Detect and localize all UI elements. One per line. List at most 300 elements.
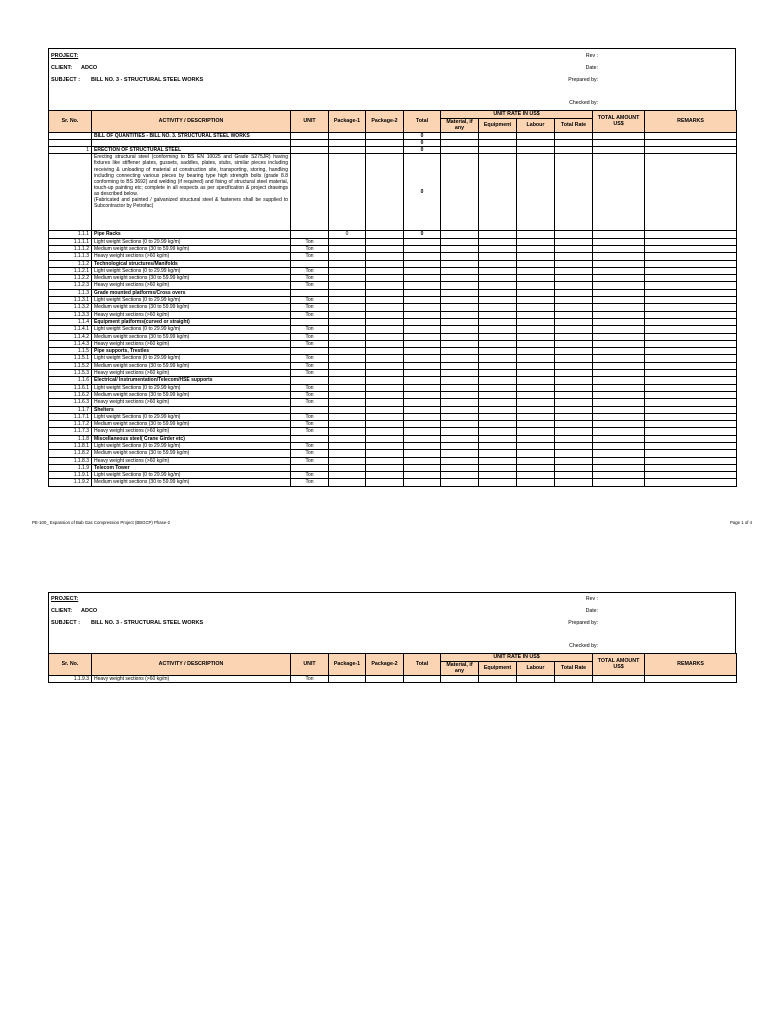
unit-cell: Ton xyxy=(291,297,329,304)
total-rate-cell xyxy=(555,428,593,435)
sr-no-cell: 1.1.1.3 xyxy=(49,253,92,260)
total-rate-cell xyxy=(555,238,593,245)
total-cell xyxy=(404,384,441,391)
col-unit-rate: UNIT RATE IN US$ xyxy=(441,654,593,662)
description-cell: Heavy weight sections (>60 kg/m) xyxy=(92,457,291,464)
package1-cell xyxy=(329,253,366,260)
table-row xyxy=(49,282,737,289)
material-cell xyxy=(441,457,479,464)
total-amount-cell xyxy=(593,472,645,479)
sr-no-cell: 1.1.5.3 xyxy=(49,370,92,377)
project-label: PROJECT: xyxy=(51,53,79,59)
section-title: ERECTION OF STRUCTURAL STEEL xyxy=(92,147,291,154)
total-rate-cell xyxy=(555,311,593,318)
labour-cell xyxy=(517,406,555,413)
sr-no-cell: 1.1.8.1 xyxy=(49,443,92,450)
description-cell: Shelters xyxy=(92,406,291,413)
total-cell xyxy=(404,362,441,369)
total-amount-cell xyxy=(593,348,645,355)
table-row-description-block xyxy=(49,154,737,231)
package2-cell xyxy=(366,238,404,245)
total-rate-cell xyxy=(555,443,593,450)
total-cell xyxy=(404,472,441,479)
package1-cell xyxy=(329,304,366,311)
description-cell: Light weight Sections (0 to 29.99 kg/m) xyxy=(92,384,291,391)
equipment-cell xyxy=(479,377,517,384)
material-cell xyxy=(441,428,479,435)
total-rate-cell xyxy=(555,355,593,362)
material-cell xyxy=(441,267,479,274)
labour-cell xyxy=(517,311,555,318)
total-amount-cell xyxy=(593,406,645,413)
sr-no-cell: 1.1.1 xyxy=(49,231,92,238)
equipment-cell xyxy=(479,413,517,420)
total-cell xyxy=(404,348,441,355)
table-row xyxy=(49,413,737,420)
remarks-cell xyxy=(645,406,737,413)
description-cell: Heavy weight sections (>60 kg/m) xyxy=(92,370,291,377)
package2-cell xyxy=(366,355,404,362)
package2-cell xyxy=(366,464,404,471)
unit-cell: Ton xyxy=(291,355,329,362)
total-cell xyxy=(404,333,441,340)
package2-cell xyxy=(366,435,404,442)
unit-cell: Ton xyxy=(291,384,329,391)
unit-cell: Ton xyxy=(291,675,329,682)
package1-cell xyxy=(329,421,366,428)
total-rate-cell xyxy=(555,370,593,377)
total-amount-cell xyxy=(593,231,645,238)
description-cell: Light weight Sections (0 to 29.99 kg/m) xyxy=(92,413,291,420)
labour-cell xyxy=(517,238,555,245)
total-rate-cell xyxy=(555,457,593,464)
table-row xyxy=(49,457,737,464)
rev-label: Rev : xyxy=(585,53,598,59)
table-row xyxy=(49,399,737,406)
package1-cell xyxy=(329,464,366,471)
unit-cell: Ton xyxy=(291,311,329,318)
col-activity: ACTIVITY / DESCRIPTION xyxy=(92,111,291,133)
total-amount-cell xyxy=(593,275,645,282)
col-total-amount: TOTAL AMOUNT US$ xyxy=(593,111,645,133)
total-cell xyxy=(404,435,441,442)
header-box-page1 xyxy=(48,48,736,116)
total-cell xyxy=(404,377,441,384)
col-total: Total xyxy=(404,654,441,676)
package2-cell xyxy=(366,428,404,435)
col-unit-rate: UNIT RATE IN US$ xyxy=(441,111,593,119)
equipment-cell xyxy=(479,675,517,682)
package2-cell xyxy=(366,399,404,406)
table-row xyxy=(49,428,737,435)
remarks-cell xyxy=(645,457,737,464)
total-rate-cell xyxy=(555,304,593,311)
total-cell xyxy=(404,355,441,362)
total-amount-cell xyxy=(593,260,645,267)
material-cell xyxy=(441,326,479,333)
equipment-cell xyxy=(479,443,517,450)
remarks-cell xyxy=(645,318,737,325)
total-cell xyxy=(404,282,441,289)
col-activity: ACTIVITY / DESCRIPTION xyxy=(92,654,291,676)
total-cell xyxy=(404,253,441,260)
rev-label: Rev : xyxy=(585,596,598,602)
material-cell xyxy=(441,238,479,245)
footer-page-number: Page 1 of 4 xyxy=(730,520,752,525)
col-package2: Package-2 xyxy=(366,654,404,676)
subject-value: BILL NO. 3 - STRUCTURAL STEEL WORKS xyxy=(91,77,204,83)
total-rate-cell xyxy=(555,391,593,398)
unit-cell: Ton xyxy=(291,282,329,289)
total-rate-cell xyxy=(555,406,593,413)
table-row xyxy=(49,253,737,260)
description-cell: Light weight Sections (0 to 29.99 kg/m) xyxy=(92,355,291,362)
total-amount-cell xyxy=(593,421,645,428)
total-amount-cell xyxy=(593,479,645,486)
table-row xyxy=(49,443,737,450)
package1-cell xyxy=(329,282,366,289)
table-row xyxy=(49,304,737,311)
table-row xyxy=(49,675,737,682)
client-label: CLIENT: xyxy=(51,608,73,614)
total-amount-cell xyxy=(593,435,645,442)
remarks-cell xyxy=(645,340,737,347)
package1-cell xyxy=(329,245,366,252)
remarks-cell xyxy=(645,450,737,457)
sr-no-cell: 1.1.2 xyxy=(49,260,92,267)
remarks-cell xyxy=(645,348,737,355)
table-row xyxy=(49,377,737,384)
total-cell xyxy=(404,391,441,398)
package1-cell xyxy=(329,406,366,413)
unit-cell: Ton xyxy=(291,450,329,457)
total-rate-cell xyxy=(555,384,593,391)
material-cell xyxy=(441,377,479,384)
unit-cell: Ton xyxy=(291,253,329,260)
material-cell xyxy=(441,333,479,340)
package2-cell xyxy=(366,391,404,398)
material-cell xyxy=(441,318,479,325)
table-row xyxy=(49,421,737,428)
labour-cell xyxy=(517,391,555,398)
material-cell xyxy=(441,355,479,362)
total-amount-cell xyxy=(593,289,645,296)
package2-cell xyxy=(366,348,404,355)
total-amount-cell xyxy=(593,304,645,311)
remarks-cell xyxy=(645,362,737,369)
package1-cell xyxy=(329,318,366,325)
description-cell: Equipment platforms(curved or straight) xyxy=(92,318,291,325)
package1-cell xyxy=(329,443,366,450)
sr-no-cell: 1.1.2.2 xyxy=(49,275,92,282)
unit-cell xyxy=(291,435,329,442)
sr-no-cell: 1.1.3.2 xyxy=(49,304,92,311)
package2-cell xyxy=(366,472,404,479)
package1-cell xyxy=(329,260,366,267)
unit-cell: Ton xyxy=(291,370,329,377)
table-row-blank xyxy=(49,139,737,146)
remarks-cell xyxy=(645,289,737,296)
labour-cell xyxy=(517,245,555,252)
description-cell: Light weight Sections (0 to 29.99 kg/m) xyxy=(92,238,291,245)
sr-no-cell: 1.1.7.1 xyxy=(49,413,92,420)
package2-cell xyxy=(366,450,404,457)
description-cell: Light weight Sections (0 to 29.99 kg/m) xyxy=(92,297,291,304)
sr-no-cell: 1.1.6 xyxy=(49,377,92,384)
boq-total: 0 xyxy=(404,132,441,139)
checked-by-label: Checked by: xyxy=(569,100,598,106)
unit-cell: Ton xyxy=(291,304,329,311)
package2-cell xyxy=(366,267,404,274)
total-amount-cell xyxy=(593,443,645,450)
sr-no-cell: 1.1.5.2 xyxy=(49,362,92,369)
material-cell xyxy=(441,391,479,398)
date-label: Date: xyxy=(585,65,598,71)
total-amount-cell xyxy=(593,675,645,682)
unit-cell: Ton xyxy=(291,333,329,340)
col-equipment: Equipment xyxy=(479,661,517,675)
unit-cell: Ton xyxy=(291,391,329,398)
package2-cell xyxy=(366,406,404,413)
equipment-cell xyxy=(479,362,517,369)
description-cell: Medium weight sections (30 to 59.99 kg/m) xyxy=(92,421,291,428)
description-cell: Medium weight sections (30 to 59.99 kg/m) xyxy=(92,333,291,340)
sr-no-cell: 1.1.9.2 xyxy=(49,479,92,486)
unit-cell: Ton xyxy=(291,479,329,486)
package2-cell xyxy=(366,318,404,325)
col-package1: Package-1 xyxy=(329,111,366,133)
description-cell: Electrical/ Instrumentation/Telecom/HSE supports xyxy=(92,377,291,384)
footer-project: PE-100_ Expansion of Bab Gas Compression Project (BBGCP) Phase-2 xyxy=(32,520,171,525)
equipment-cell xyxy=(479,231,517,238)
sr-no-cell: 1.1.3 xyxy=(49,289,92,296)
table-row xyxy=(49,370,737,377)
equipment-cell xyxy=(479,238,517,245)
table-row xyxy=(49,297,737,304)
remarks-cell xyxy=(645,428,737,435)
package2-cell xyxy=(366,413,404,420)
description-cell: Medium weight sections (30 to 59.99 kg/m) xyxy=(92,391,291,398)
labour-cell xyxy=(517,231,555,238)
total-cell xyxy=(404,370,441,377)
table-row xyxy=(49,355,737,362)
checked-by-label: Checked by: xyxy=(569,643,598,649)
description-cell: Medium weight sections (30 to 59.99 kg/m) xyxy=(92,245,291,252)
material-cell xyxy=(441,464,479,471)
unit-cell: Ton xyxy=(291,326,329,333)
table-row xyxy=(49,311,737,318)
description-cell: Heavy weight sections (>60 kg/m) xyxy=(92,340,291,347)
description-cell: Pipe Racks xyxy=(92,231,291,238)
package1-cell xyxy=(329,472,366,479)
description-cell: Pipe supports, Trestles xyxy=(92,348,291,355)
col-total-rate: Total Rate xyxy=(555,118,593,132)
labour-cell xyxy=(517,282,555,289)
equipment-cell xyxy=(479,421,517,428)
sr-no-cell: 1.1.8.3 xyxy=(49,457,92,464)
description-cell: Medium weight sections (30 to 59.99 kg/m) xyxy=(92,450,291,457)
table-row xyxy=(49,289,737,296)
total-cell xyxy=(404,267,441,274)
remarks-cell xyxy=(645,297,737,304)
description-cell: Heavy weight sections (>60 kg/m) xyxy=(92,399,291,406)
header-box-page2 xyxy=(48,592,736,654)
client-label: CLIENT: xyxy=(51,65,73,71)
material-cell xyxy=(441,479,479,486)
sr-no-cell: 1.1.5.1 xyxy=(49,355,92,362)
unit-cell: Ton xyxy=(291,275,329,282)
material-cell xyxy=(441,399,479,406)
remarks-cell xyxy=(645,443,737,450)
remarks-cell xyxy=(645,399,737,406)
material-cell xyxy=(441,443,479,450)
total-rate-cell xyxy=(555,289,593,296)
total-cell xyxy=(404,289,441,296)
sr-no-cell: 1.1.3.3 xyxy=(49,311,92,318)
total-amount-cell xyxy=(593,450,645,457)
material-cell xyxy=(441,253,479,260)
labour-cell xyxy=(517,304,555,311)
package1-cell xyxy=(329,435,366,442)
total-amount-cell xyxy=(593,245,645,252)
package2-cell xyxy=(366,443,404,450)
package1-cell xyxy=(329,311,366,318)
labour-cell xyxy=(517,472,555,479)
total-amount-cell xyxy=(593,340,645,347)
total-rate-cell xyxy=(555,435,593,442)
package1-cell xyxy=(329,326,366,333)
description-cell: Light weight Sections (0 to 29.99 kg/m) xyxy=(92,443,291,450)
unit-cell: Ton xyxy=(291,267,329,274)
total-rate-cell xyxy=(555,333,593,340)
material-cell xyxy=(441,311,479,318)
sr-no-cell: 1.1.1.2 xyxy=(49,245,92,252)
table-row xyxy=(49,326,737,333)
package2-cell xyxy=(366,457,404,464)
sr-no-cell: 1.1.6.1 xyxy=(49,384,92,391)
material-cell xyxy=(441,297,479,304)
description-cell: Heavy weight sections (>60 kg/m) xyxy=(92,253,291,260)
client-value: ADCO xyxy=(81,65,98,71)
material-cell xyxy=(441,245,479,252)
package1-cell xyxy=(329,297,366,304)
labour-cell xyxy=(517,450,555,457)
labour-cell xyxy=(517,384,555,391)
table-row xyxy=(49,464,737,471)
total-cell xyxy=(404,260,441,267)
package2-cell xyxy=(366,370,404,377)
col-total: Total xyxy=(404,111,441,133)
total-rate-cell xyxy=(555,399,593,406)
col-material: Material, if any xyxy=(441,118,479,132)
equipment-cell xyxy=(479,340,517,347)
total-amount-cell xyxy=(593,384,645,391)
equipment-cell xyxy=(479,333,517,340)
package1-cell: 0 xyxy=(329,231,366,238)
total-amount-cell xyxy=(593,318,645,325)
total-amount-cell xyxy=(593,399,645,406)
equipment-cell xyxy=(479,282,517,289)
unit-cell: Ton xyxy=(291,421,329,428)
remarks-cell xyxy=(645,355,737,362)
total-amount-cell xyxy=(593,253,645,260)
total-cell xyxy=(404,413,441,420)
total-amount-cell xyxy=(593,370,645,377)
remarks-cell xyxy=(645,675,737,682)
remarks-cell xyxy=(645,479,737,486)
total-cell xyxy=(404,238,441,245)
total-cell: 0 xyxy=(404,231,441,238)
total-cell xyxy=(404,443,441,450)
equipment-cell xyxy=(479,311,517,318)
sr-no-cell: 1.1.2.1 xyxy=(49,267,92,274)
total-rate-cell xyxy=(555,326,593,333)
description-cell: Heavy weight sections (>60 kg/m) xyxy=(92,282,291,289)
table-row xyxy=(49,333,737,340)
table-row xyxy=(49,238,737,245)
table-row xyxy=(49,450,737,457)
remarks-cell xyxy=(645,421,737,428)
sr-no-cell: 1.1.4 xyxy=(49,318,92,325)
total-amount-cell xyxy=(593,238,645,245)
remarks-cell xyxy=(645,260,737,267)
table-row xyxy=(49,340,737,347)
sr-no-cell: 1.1.7 xyxy=(49,406,92,413)
table-row xyxy=(49,362,737,369)
description-cell: Technological structures/Manifolds xyxy=(92,260,291,267)
col-labour: Labour xyxy=(517,118,555,132)
package2-cell xyxy=(366,275,404,282)
col-unit: UNIT xyxy=(291,654,329,676)
material-cell xyxy=(441,304,479,311)
sr-no-cell: 1.1.6.2 xyxy=(49,391,92,398)
package2-cell xyxy=(366,340,404,347)
remarks-cell xyxy=(645,253,737,260)
table-row xyxy=(49,231,737,238)
prepared-by-label: Prepared by: xyxy=(568,77,598,83)
description-cell: Light weight Sections (0 to 29.99 kg/m) xyxy=(92,267,291,274)
package1-cell xyxy=(329,355,366,362)
total-rate-cell xyxy=(555,421,593,428)
labour-cell xyxy=(517,399,555,406)
package2-cell xyxy=(366,362,404,369)
package1-cell xyxy=(329,238,366,245)
sr-no-cell: 1.1.8.2 xyxy=(49,450,92,457)
labour-cell xyxy=(517,421,555,428)
description-cell: Grade mounted platforms/Cross overs xyxy=(92,289,291,296)
sr-no-cell: 1.1.4.2 xyxy=(49,333,92,340)
table-row xyxy=(49,318,737,325)
subject-label: SUBJECT : xyxy=(51,77,81,83)
total-rate-cell xyxy=(555,282,593,289)
total-rate-cell xyxy=(555,377,593,384)
total-cell xyxy=(404,399,441,406)
table-row-boq-title xyxy=(49,132,737,139)
unit-cell xyxy=(291,464,329,471)
date-label: Date: xyxy=(585,608,598,614)
unit-cell xyxy=(291,406,329,413)
labour-cell xyxy=(517,464,555,471)
total-cell xyxy=(404,428,441,435)
remarks-cell xyxy=(645,435,737,442)
labour-cell xyxy=(517,413,555,420)
labour-cell xyxy=(517,260,555,267)
remarks-cell xyxy=(645,391,737,398)
remarks-cell xyxy=(645,311,737,318)
col-package2: Package-2 xyxy=(366,111,404,133)
total-cell xyxy=(404,421,441,428)
table-row xyxy=(49,348,737,355)
